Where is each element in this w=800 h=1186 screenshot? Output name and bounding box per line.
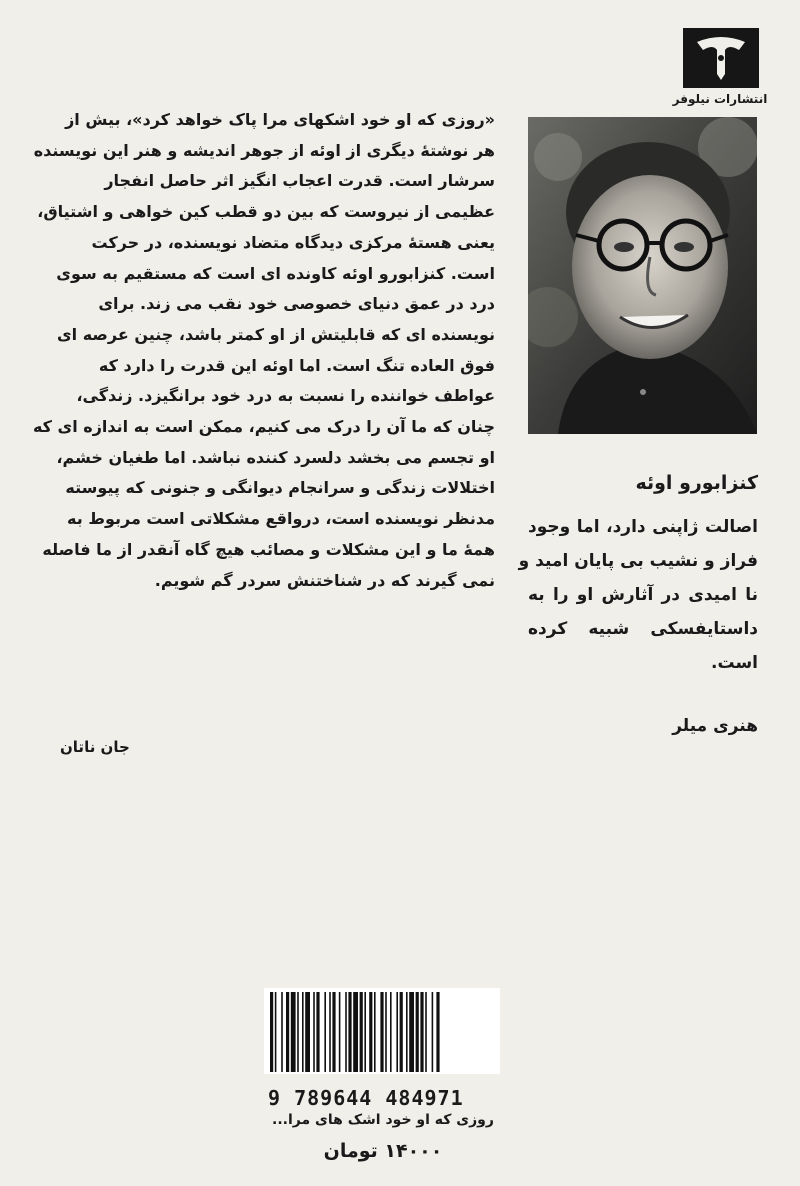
quote-text — [518, 510, 758, 680]
quote-line: است. — [711, 653, 758, 673]
review-line: است. کنزابورو اوئه کاونده ای است که مستقیم به سوی — [56, 263, 495, 283]
author-portrait-icon — [528, 117, 757, 434]
author-photo — [528, 117, 757, 434]
review-line: درد در عمق دنیای خصوصی خود نقب می زند. برای — [98, 294, 495, 314]
review-text — [32, 105, 495, 596]
review-line: سرشار است. قدرت اعجاب انگیز اثر حاصل انفجار — [104, 171, 495, 191]
publisher-logo — [683, 28, 759, 88]
author-name: کنزابورو اوئه — [635, 472, 758, 494]
barcode-book-title: روزی که او خود اشک های مرا... — [272, 1112, 494, 1128]
isbn-number: 9 789644 484971 — [268, 1086, 464, 1110]
pen-nib-logo-icon — [683, 28, 759, 88]
publisher-name: انتشارات نیلوفر — [672, 92, 768, 106]
review-line: «روزی که او خود اشکهای مرا پاک خواهد کرد»، بیش از — [65, 110, 495, 129]
review-line: نمی گیرند که در شناختنش سردر گم شویم. — [154, 570, 495, 590]
review-line: عظیمی از نیروست که بین دو قطب کین خواهی و اشتیاق، — [37, 202, 495, 222]
quote-line: اصالت ژاپنی دارد، اما وجود — [528, 517, 758, 537]
barcode — [264, 988, 500, 1074]
barcode-icon — [264, 988, 500, 1074]
review-line: اختلالات زندگی و سرانجام دیوانگی و جنونی که پیوسته — [65, 478, 495, 498]
quote-author: هنری میلر — [672, 716, 758, 736]
review-line: یعنی هستهٔ مرکزی دیدگاه متضاد نویسنده، در حرکت — [91, 232, 495, 252]
quote-line: داستایفسکی شبیه کرده — [528, 619, 758, 639]
review-line: هر نوشتهٔ دیگری از اوئه از جوهر اندیشه و هنر این نویسنده — [33, 140, 495, 160]
review-signature: جان ناتان — [60, 738, 130, 756]
review-line: چنان که ما آن را درک می کنیم، ممکن است به اندازه ای که — [32, 417, 495, 437]
quote-line: نا امیدی در آثارش او را به — [528, 585, 758, 605]
price-label: ۱۴۰۰۰ تومان — [323, 1140, 443, 1162]
review-line: او تجسم می بخشد دلسرد کننده نباشد. اما طغیان خشم، — [56, 447, 495, 467]
review-line: مدنظر نویسنده است، درواقع مشکلاتی است مربوط به — [67, 509, 495, 529]
review-line: همهٔ ما و این مشکلات و مصائب هیچ گاه آنقدر از ما فاصله — [42, 539, 495, 559]
review-line: عواطف خواننده را نسبت به درد خود برانگیزد. زندگی، — [76, 386, 495, 406]
quote-line: فراز و نشیب بی پایان امید و — [518, 551, 758, 571]
review-line: نویسنده ای که قابلیتش از او کمتر باشد، چنین عرصه ای — [56, 324, 495, 344]
review-line: فوق العاده تنگ است. اما اوئه این قدرت را دارد که — [98, 355, 495, 375]
